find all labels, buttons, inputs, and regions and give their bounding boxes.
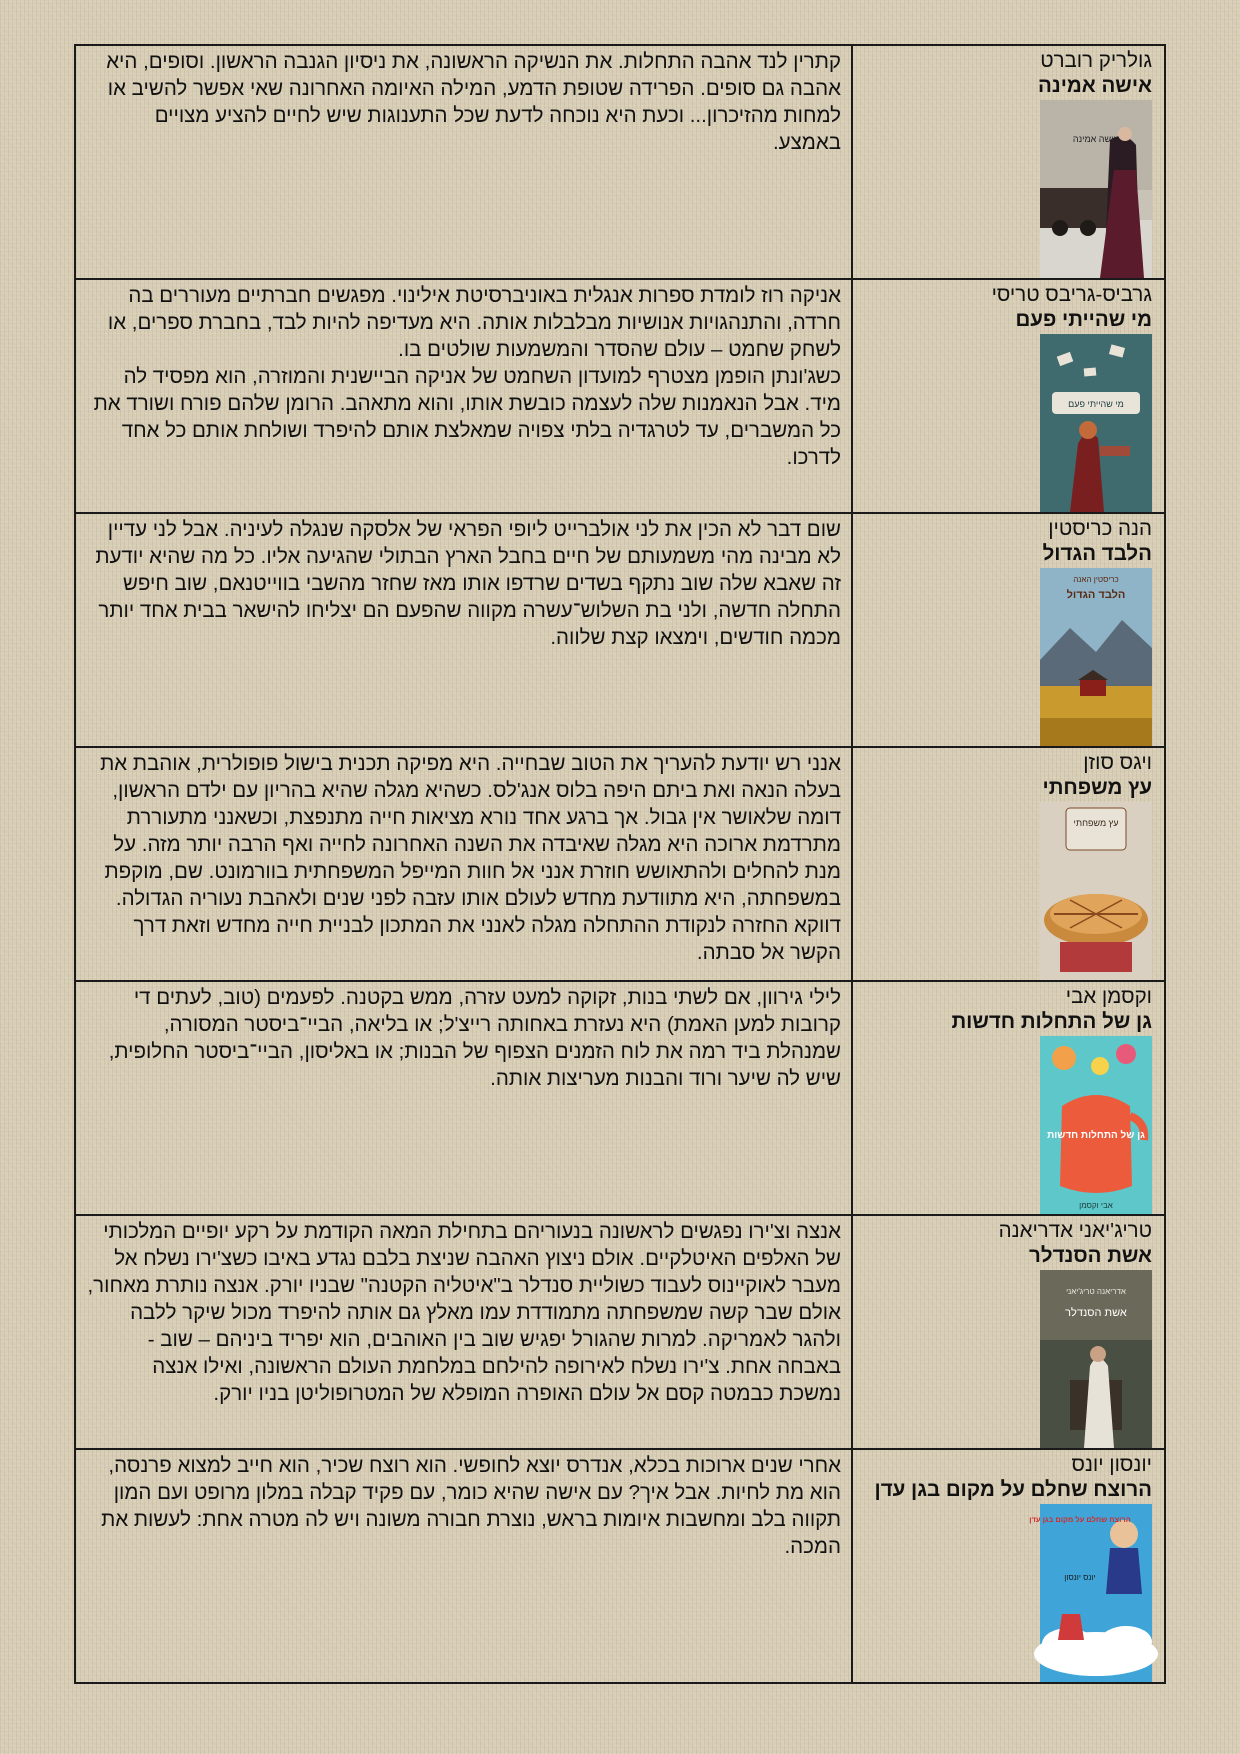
book-description: שום דבר לא הכין את לני אולברייט ליופי הפראי של אלסקה שנגלה לעיניה. אבל לני עדיין לא מבינה מהי משמעותם של חיים בחבל הארץ הבתולי שהגיעה אליו. כל מה שהיא יודעת זה שאבא שלה שוב נתקף בשדים שרדפו אותו מאז שחזר מהשבי בווייטנאם, שוב חיפש התחלה חדשה, ולני בת השלוש־עשרה מקווה שהפעם הם יצליחו להישאר בבית אחד יותר מכמה חודשים, וימצאו קצת שלווה. [75, 513, 852, 747]
cover-art-3 [1040, 568, 1152, 746]
book-title: עץ משפחתי [1042, 776, 1152, 799]
book-info-cell [852, 1215, 1165, 1449]
book-author: גרביס-גריבס טריסי [991, 283, 1152, 306]
cover-author-text: אבי וקסמן [1079, 1201, 1113, 1210]
book-description: אחרי שנים ארוכות בכלא, אנדרס יוצא לחופשי. הוא רוצח שכיר, הוא חייב למצוא פרנסה, הוא מת לחיות. אבל איך? עם אישה שהיא כומר, עם פקיד קבלה במלון מרופט ועם המון תקווה בלב ומחשבות איומות בראש, נוצרת חבורה משונה ויש לה מטרה אחת: לעשות את המכה. [75, 1449, 852, 1683]
book-description: אניקה רוז לומדת ספרות אנגלית באוניברסיטת אילינוי. מפגשים חברתיים מעוררים בה חרדה, והתנהגויות אנושיות מבלבלות אותה. היא מעדיפה להיות לבד, בחברת ספרים, או לשחק שחמט – עולם שהסדר והמשמעות שולטים בו. כשג'ונתן הופמן מצטרף למועדון השחמט של אניקה הביישנית והמוזרה, הוא מפסיד לה מיד. אבל הנאמנות שלה לעצמה כובשת אותו, והוא מתאהב. הרומן שלהם פורח ושורד את כל המשברים, עד לטרגדיה בלתי צפויה שמאלצת אותם להיפרד ושולחת אותם כל אחד לדרכו. [75, 279, 852, 513]
book-cover-image [1040, 568, 1152, 746]
book-row [75, 1449, 1165, 1683]
book-description: קתרין לנד אהבה התחלות. את הנשיקה הראשונה, את ניסיון הגנבה הראשון. וסופים, היא אהבה גם סופים. הפרידה שטופת הדמע, המילה האיומה האחרונה שאי אפשר להשיב או למחות מהזיכרון... וכעת היא נוכחה לדעת שכל התענוגות שיש לחיים להציע מצויים באמצע. [75, 45, 852, 279]
book-title: אישה אמינה [1038, 74, 1152, 97]
book-description: לילי גירוון, אם לשתי בנות, זקוקה למעט עזרה, ממש בקטנה. לפעמים (טוב, לעתים די קרובות למען האמת) היא נעזרת באחותה רייצ'ל; או בליאה, הביי־ביסטר המסורה, שמנהלת ביד רמה את לוח הזמנים הצפוף של הבנות; או באליסון, הביי־ביסטר החלופית, שיש לה שיער ורוד והבנות מעריצות אותה. [75, 981, 852, 1215]
book-author: ויגס סוזן [1083, 751, 1152, 774]
book-title: הלבד הגדול [1042, 542, 1152, 565]
book-cover-image [1040, 1270, 1152, 1448]
cover-art-7 [1029, 1504, 1152, 1682]
cover-art-6 [1040, 1270, 1152, 1448]
book-author: גולריק רוברט [1040, 49, 1152, 72]
cover-author-text: יונס יונסון [1064, 1573, 1096, 1582]
book-title: אשת הסנדלר [1029, 1244, 1152, 1267]
cover-art-4 [1040, 802, 1152, 980]
book-cover-image [1040, 802, 1152, 980]
book-info-cell [852, 45, 1165, 279]
cover-title-text: גן של התחלות חדשות [1047, 1130, 1145, 1141]
book-author: הנה כריסטין [1048, 517, 1152, 540]
book-row [75, 279, 1165, 513]
book-info-cell [852, 1449, 1165, 1683]
book-row [75, 513, 1165, 747]
book-author: טריג'יאני אדריאנה [998, 1219, 1152, 1242]
book-info-cell [852, 747, 1165, 981]
book-title: מי שהייתי פעם [1015, 308, 1152, 331]
cover-author-text: אדריאנה טריג'יאני [1066, 1287, 1126, 1296]
book-info-cell [852, 279, 1165, 513]
book-row [75, 1215, 1165, 1449]
book-row [75, 981, 1165, 1215]
cover-title-text: אשת הסנדלר [1065, 1307, 1127, 1319]
book-row [75, 45, 1165, 279]
cover-art-1 [1040, 100, 1152, 278]
book-row [75, 747, 1165, 981]
cover-title-text: הלבד הגדול [1066, 589, 1126, 601]
book-info-cell [852, 981, 1165, 1215]
book-catalog-table [74, 44, 1166, 1684]
cover-author-text: כריסטין האנה [1073, 575, 1119, 584]
book-cover-image [1040, 1036, 1152, 1214]
cover-title-text: אישה אמינה [1072, 134, 1120, 144]
book-cover-image [1040, 100, 1152, 278]
cover-title-text: הרוצח שחלם על מקום בגן עדן [1029, 1515, 1131, 1524]
book-title: הרוצח שחלם על מקום בגן עדן [874, 1478, 1152, 1501]
cover-art-2 [1040, 334, 1152, 512]
book-description: אנצה וצ'ירו נפגשים לראשונה בנעוריהם בתחילת המאה הקודמת על רקע יופיים המלכותי של האלפים האיטלקיים. אולם ניצוץ האהבה שניצת בלבם נגדע באיבו כשצ'ירו נשלח אל מעבר לאוקיינוס לעבוד כשוליית סנדלר ב"איטליה הקטנה" שבניו יורק. אנצה נותרת מאחור, אולם שבר קשה שמשפחתה מתמודדת עמו מאלץ גם אותה להיפרד מכול שיקר ללבה ולהגר לאמריקה. למרות שהגורל יפגיש שוב בין האוהבים, הוא יפריד ביניהם – שוב - באבחה אחת. צ'ירו נשלח לאירופה להילחם במלחמת העולם הראשונה, ואילו אנצה נמשכת כבמטה קסם אל עולם האופרה המופלא של המטרופוליטן בניו יורק. [75, 1215, 852, 1449]
book-title: גן של התחלות חדשות [951, 1010, 1152, 1033]
book-cover-image [1029, 1504, 1152, 1682]
book-author: יונסון יונס [1071, 1453, 1152, 1476]
book-author: וקסמן אבי [1065, 985, 1152, 1008]
book-description: אנני רש יודעת להעריך את הטוב שבחייה. היא מפיקה תכנית בישול פופולרית, אוהבת את בעלה הנאה ואת ביתם היפה בלוס אנג'לס. כשהיא מגלה שהיא בהריון עם ילדם הראשון, דומה שלאושר אין גבול. אך ברגע אחד נורא מציאות חייה מתנפצת, וכשאנני מתעוררת מתרדמת ארוכה היא מגלה שאיבדה את השנה האחרונה לחייה ואף הרבה יותר מזה. על מנת להחלים ולהתאושש חוזרת אנני אל חוות המייפל המשפחתית בוורמונט. שם, מוקפת במשפחתה, היא מתוודעת מחדש לעולם אותו עזבה לפני שנים ולאהבת נעוריה הגדולה. דווקא החזרה לנקודת ההתחלה מגלה לאנני את המתכון לבניית חייה מחדש וזאת דרך הקשר אל סבתה. [75, 747, 852, 981]
cover-title-text: עץ משפחתי [1073, 818, 1119, 828]
book-cover-image [1040, 334, 1152, 512]
cover-title-text: מי שהייתי פעם [1068, 399, 1124, 409]
cover-art-5 [1040, 1036, 1152, 1214]
book-info-cell [852, 513, 1165, 747]
